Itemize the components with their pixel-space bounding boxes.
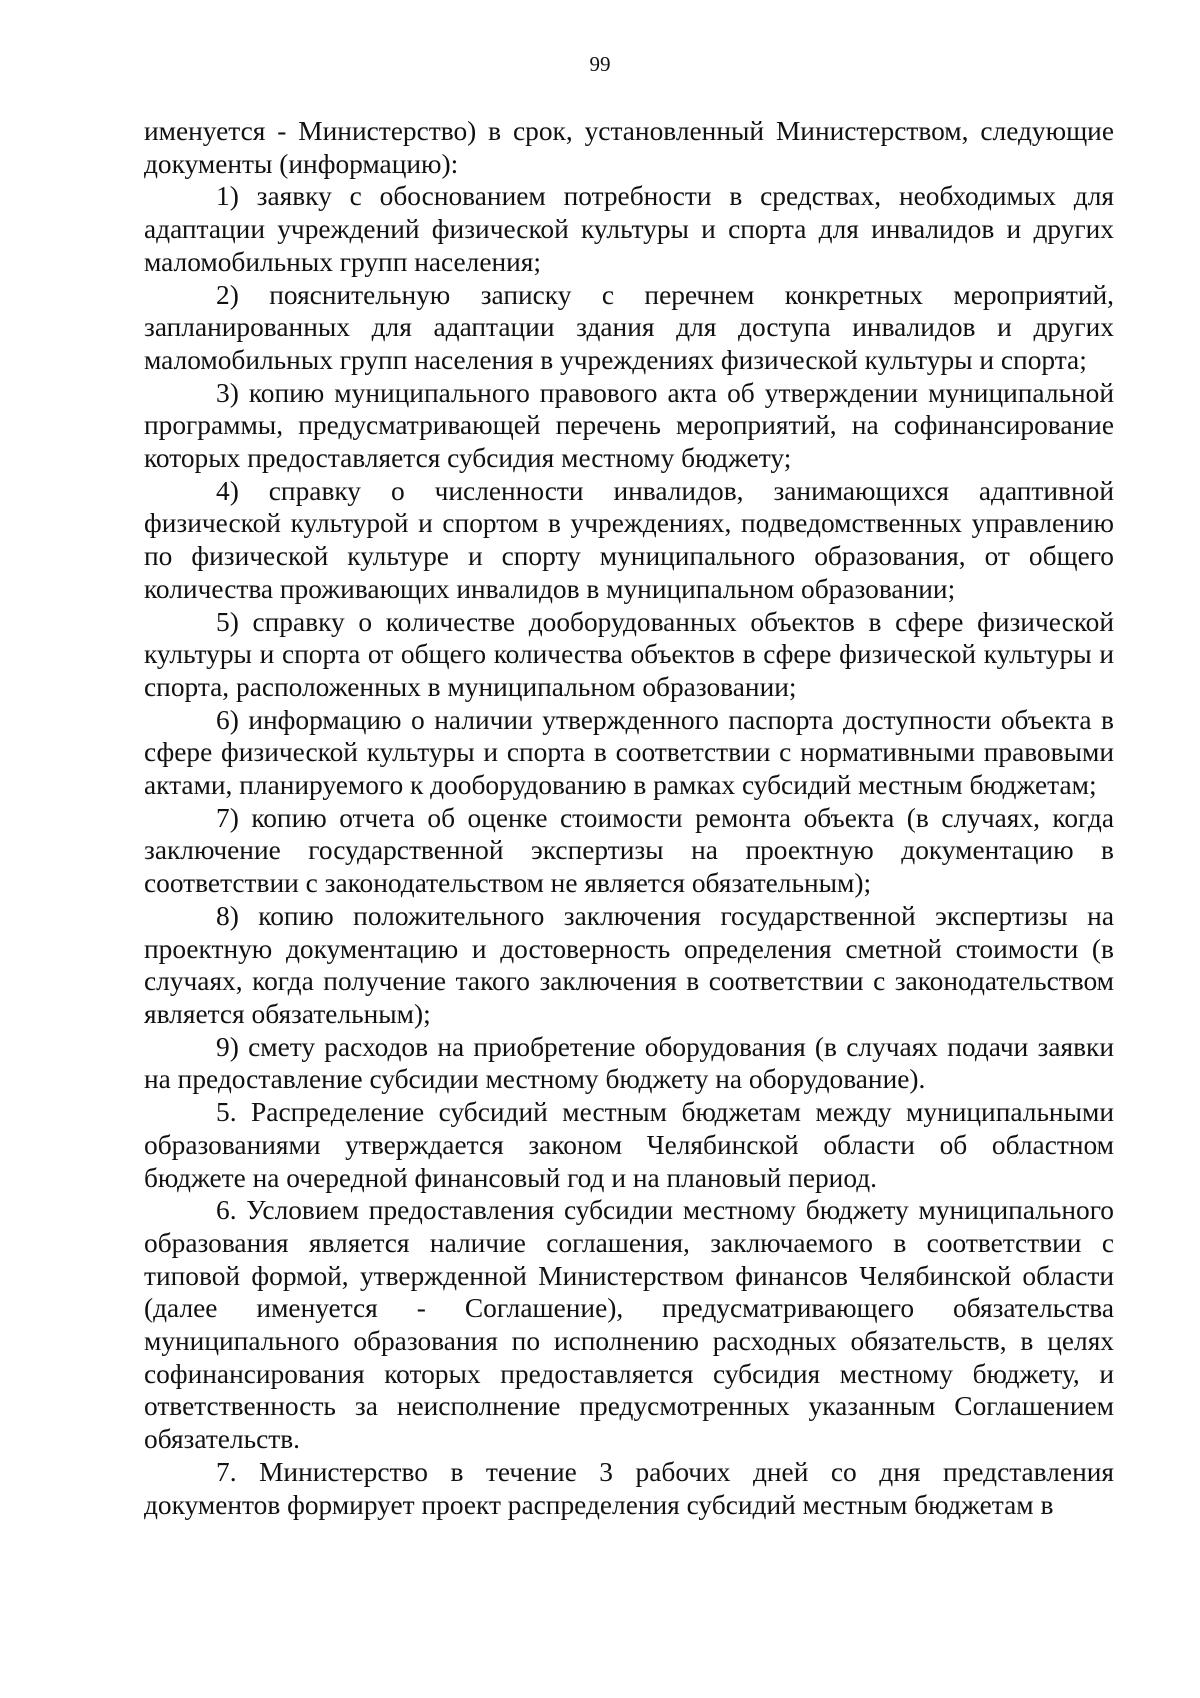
list-item-8: 8) копию положительного заключения государственной экспертизы на проектную документацию и достоверность определения сметной стоимости (в случаях, когда получение такого заключения в соответствии с законодательством является обязательным); (144, 900, 1114, 1029)
list-item-7: 7) копию отчета об оценке стоимости ремонта объекта (в случаях, когда заключение государственной экспертизы на проектную документацию в соответствии с законодательством не является обязательным); (144, 802, 1114, 899)
clause-7: 7. Министерство в течение 3 рабочих дней со дня представления документов формирует проект распределения субсидий местным бюджетам в (144, 1456, 1114, 1520)
clause-5: 5. Распределение субсидий местным бюджетам между муниципальными образованиями утверждается законом Челябинской области об областном бюджете на очередной финансовый год и на плановый период. (144, 1097, 1114, 1193)
list-item-9: 9) смету расходов на приобретение оборудования (в случаях подачи заявки на предоставление субсидии местному бюджету на оборудование). (144, 1031, 1114, 1095)
list-item-2: 2) пояснительную записку с перечнем конкретных мероприятий, запланированных для адаптации здания для доступа инвалидов и других маломобильных групп населения в учреждениях физической культуры и спорта; (144, 279, 1114, 375)
document-body (144, 115, 1114, 1521)
list-item-1: 1) заявку с обоснованием потребности в средствах, необходимых для адаптации учреждений физической культуры и спорта для инвалидов и других маломобильных групп населения; (144, 181, 1114, 277)
page-number: 99 (589, 52, 611, 76)
list-item-6: 6) информацию о наличии утвержденного паспорта доступности объекта в сфере физической культуры и спорта в соответствии с нормативными правовыми актами, планируемого к дооборудованию в рамках субсидий местным бюджетам; (144, 704, 1114, 801)
clause-6: 6. Условием предоставления субсидии местному бюджету муниципального образования является наличие соглашения, заключаемого в соответствии с типовой формой, утвержденной Министерством финансов Челябинской области (далее именуется - Соглашение), предусматривающего обязательства муниципального образования по исполнению расходных обязательств, в целях софинансирования которых предоставляется субсидия местному бюджету, и ответственность за неисполнение предусмотренных указанным Соглашением обязательств. (144, 1195, 1114, 1455)
list-item-3: 3) копию муниципального правового акта об утверждении муниципальной программы, предусматривающей перечень мероприятий, на софинансирование которых предоставляется субсидия местному бюджету; (144, 377, 1114, 474)
paragraph-continuation: именуется - Министерство) в срок, установленный Министерством, следующие документы (информацию): (144, 116, 1114, 179)
list-item-4: 4) справку о численности инвалидов, занимающихся адаптивной физической культурой и спортом в учреждениях, подведомственных управлению по физической культуре и спорту муниципального образования, от общего количества проживающих инвалидов в муниципальном образовании; (144, 475, 1114, 604)
list-item-5: 5) справку о количестве дооборудованных объектов в сфере физической культуры и спорта от общего количества объектов в сфере физической культуры и спорта, расположенных в муниципальном образовании; (144, 606, 1114, 702)
